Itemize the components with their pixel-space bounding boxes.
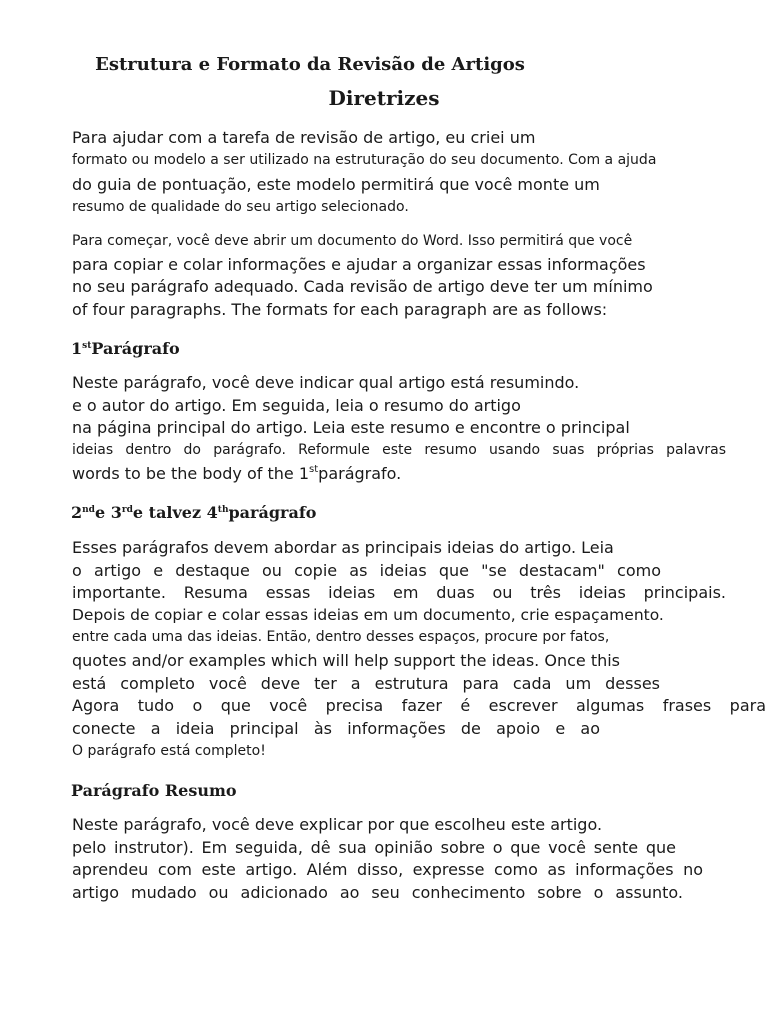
section2-line-8: Agora tudo o que você precisa fazer é escrever algumas frases para xyxy=(72,696,766,715)
intro-line-4: resumo de qualidade do seu artigo selecionado. xyxy=(72,199,409,215)
section1-heading-sup: st xyxy=(82,341,92,351)
section2-heading xyxy=(71,503,316,522)
start-line-2: para copiar e colar informações e ajudar a organizar essas informações xyxy=(72,255,646,274)
section1-heading xyxy=(71,339,180,358)
section2-line-3: importante. Resuma essas ideias em duas ou três ideias principais. xyxy=(72,583,726,602)
intro-line-2: formato ou modelo a ser utilizado na estruturação do seu documento. Com a ajuda xyxy=(72,152,657,168)
section2-heading-c-sup: th xyxy=(217,505,229,515)
section2-line-4: Depois de copiar e colar essas ideias em um documento, crie espaçamento. xyxy=(72,606,664,624)
section2-line-10: O parágrafo está completo! xyxy=(72,743,266,759)
section2-heading-a: 2 xyxy=(71,503,83,522)
section1-line-4: ideias dentro do parágrafo. Reformule este resumo usando suas próprias palavras xyxy=(72,442,726,458)
start-line-1: Para começar, você deve abrir um documento do Word. Isso permitirá que você xyxy=(72,233,633,249)
section1-line-5-sup: st xyxy=(309,464,319,475)
document-subtitle: Diretrizes xyxy=(328,86,440,110)
section1-line-2: e o autor do artigo. Em seguida, leia o resumo do artigo xyxy=(72,396,521,415)
section2-heading-b: e 3 xyxy=(94,503,122,522)
section2-line-1: Esses parágrafos devem abordar as principais ideias do artigo. Leia xyxy=(72,538,614,557)
summary-line-1: Neste parágrafo, você deve explicar por que escolheu este artigo. xyxy=(72,815,603,834)
document-title: Estrutura e Formato da Revisão de Artigos xyxy=(95,54,525,75)
intro-line-3: do guia de pontuação, este modelo permitirá que você monte um xyxy=(72,175,600,194)
section2-line-9: conecte a ideia principal às informações de apoio e ao xyxy=(72,719,600,738)
summary-line-3: aprendeu com este artigo. Além disso, expresse como as informações no xyxy=(72,860,703,879)
section1-line-3: na página principal do artigo. Leia este resumo e encontre o principal xyxy=(72,418,630,437)
section2-heading-b-sup: rd xyxy=(121,505,133,515)
start-line-3: no seu parágrafo adequado. Cada revisão de artigo deve ter um mínimo xyxy=(72,277,653,296)
section2-line-7: está completo você deve ter a estrutura para cada um desses xyxy=(72,674,660,693)
summary-heading: Parágrafo Resumo xyxy=(71,781,237,800)
section1-line-1: Neste parágrafo, você deve indicar qual artigo está resumindo. xyxy=(72,373,580,392)
section1-line-5 xyxy=(72,466,401,482)
section1-line-5-b: parágrafo. xyxy=(318,464,402,483)
section2-heading-a-sup: nd xyxy=(82,505,95,515)
summary-line-2: pelo instrutor). Em seguida, dê sua opinião sobre o que você sente que xyxy=(72,838,676,857)
section2-line-5: entre cada uma das ideias. Então, dentro desses espaços, procure por fatos, xyxy=(72,629,610,645)
intro-line-1: Para ajudar com a tarefa de revisão de artigo, eu criei um xyxy=(72,128,536,147)
section2-heading-c: e talvez 4 xyxy=(132,503,218,522)
section1-heading-text: Parágrafo xyxy=(91,339,180,358)
section1-heading-num: 1 xyxy=(71,339,83,358)
section1-line-5-a: words to be the body of the 1 xyxy=(72,464,310,483)
section2-heading-d: parágrafo xyxy=(228,503,317,522)
section2-line-6: quotes and/or examples which will help support the ideas. Once this xyxy=(72,651,621,670)
start-line-4: of four paragraphs. The formats for each paragraph are as follows: xyxy=(72,300,608,319)
summary-line-4: artigo mudado ou adicionado ao seu conhecimento sobre o assunto. xyxy=(72,883,683,902)
section2-line-2: o artigo e destaque ou copie as ideias que "se destacam" como xyxy=(72,561,661,580)
